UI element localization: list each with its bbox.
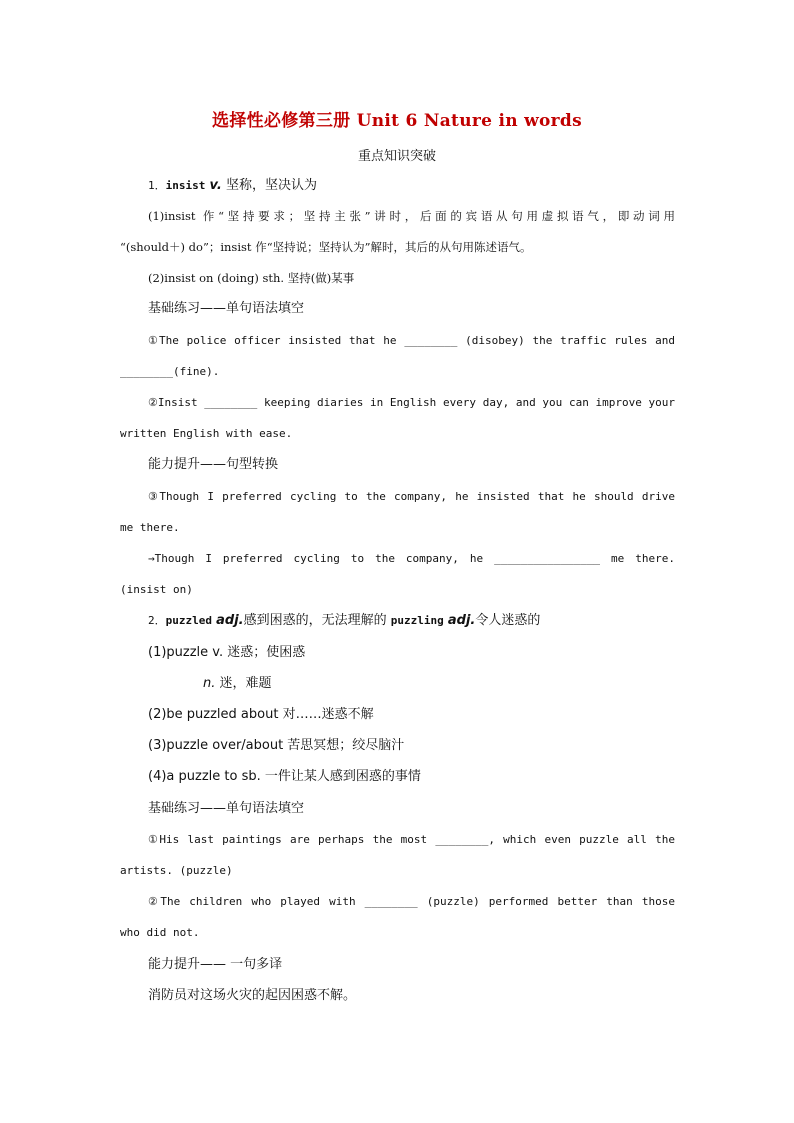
item-1-note-1b: “(should＋) do”；insist 作“坚持说；坚持认为”解时，其后的从句用陈述语气。: [120, 240, 532, 254]
item-1-question-3a: ③Though I preferred cycling to the company, he insisted that he should drive: [148, 490, 675, 503]
item-2-question-1b: artists. (puzzle): [120, 864, 233, 877]
item-2-note-1: (1)puzzle v. 迷惑；使困惑: [148, 645, 306, 660]
item-1-question-3d: (insist on): [120, 583, 193, 596]
item-1-question-3b: me there.: [120, 521, 180, 534]
page-title: 选择性必修第三册 Unit 6 Nature in words: [212, 111, 582, 131]
item-2-note-3: (3)puzzle over/about 苦思冥想；绞尽脑汁: [148, 738, 405, 753]
item-1-question-1b: ________(fine).: [120, 365, 220, 378]
item-1-note-2: (2)insist on (doing) sth. 坚持(做)某事: [148, 271, 355, 285]
item-2-note-4: (4)a puzzle to sb. 一件让某人感到困惑的事情: [148, 769, 421, 784]
item-2-basic-heading: 基础练习——单句语法填空: [148, 801, 305, 816]
item-1-basic-heading: 基础练习——单句语法填空: [148, 301, 305, 316]
item-2-question-2b: who did not.: [120, 926, 200, 939]
item-2-advanced-heading: 能力提升—— 一句多译: [148, 957, 283, 972]
item-1-question-2a: ②Insist ________ keeping diaries in English every day, and you can improve your: [148, 396, 675, 409]
item-2-note-1-noun: n. 迷，难题: [203, 676, 272, 691]
item-2-note-2: (2)be puzzled about 对……迷惑不解: [148, 707, 374, 722]
item-1-question-3c: →Though I preferred cycling to the company, he ________________ me there.: [148, 552, 675, 565]
item-1-question-1a: ①The police officer insisted that he ________ (disobey) the traffic rules and: [148, 334, 675, 347]
item-2-question-3: 消防员对这场火灾的起因困惑不解。: [148, 988, 357, 1003]
item-2-question-2a: ②The children who played with ________ (puzzle) performed better than those: [148, 895, 675, 908]
item-1-question-2b: written English with ease.: [120, 427, 293, 440]
item-1-heading: 1．insist v. 坚称，坚决认为: [148, 178, 318, 193]
item-2-question-1a: ①His last paintings are perhaps the most ________, which even puzzle all the: [148, 833, 675, 846]
item-2-heading: 2．puzzled adj.感到困惑的，无法理解的 puzzling adj.令人迷惑的: [148, 613, 541, 628]
item-1-advanced-heading: 能力提升——句型转换: [148, 457, 279, 472]
item-1-note-1a: (1)insist 作“坚持要求；坚持主张”讲时，后面的宾语从句用虚拟语气，即动词用: [148, 209, 675, 223]
section-subtitle: 重点知识突破: [357, 149, 436, 164]
